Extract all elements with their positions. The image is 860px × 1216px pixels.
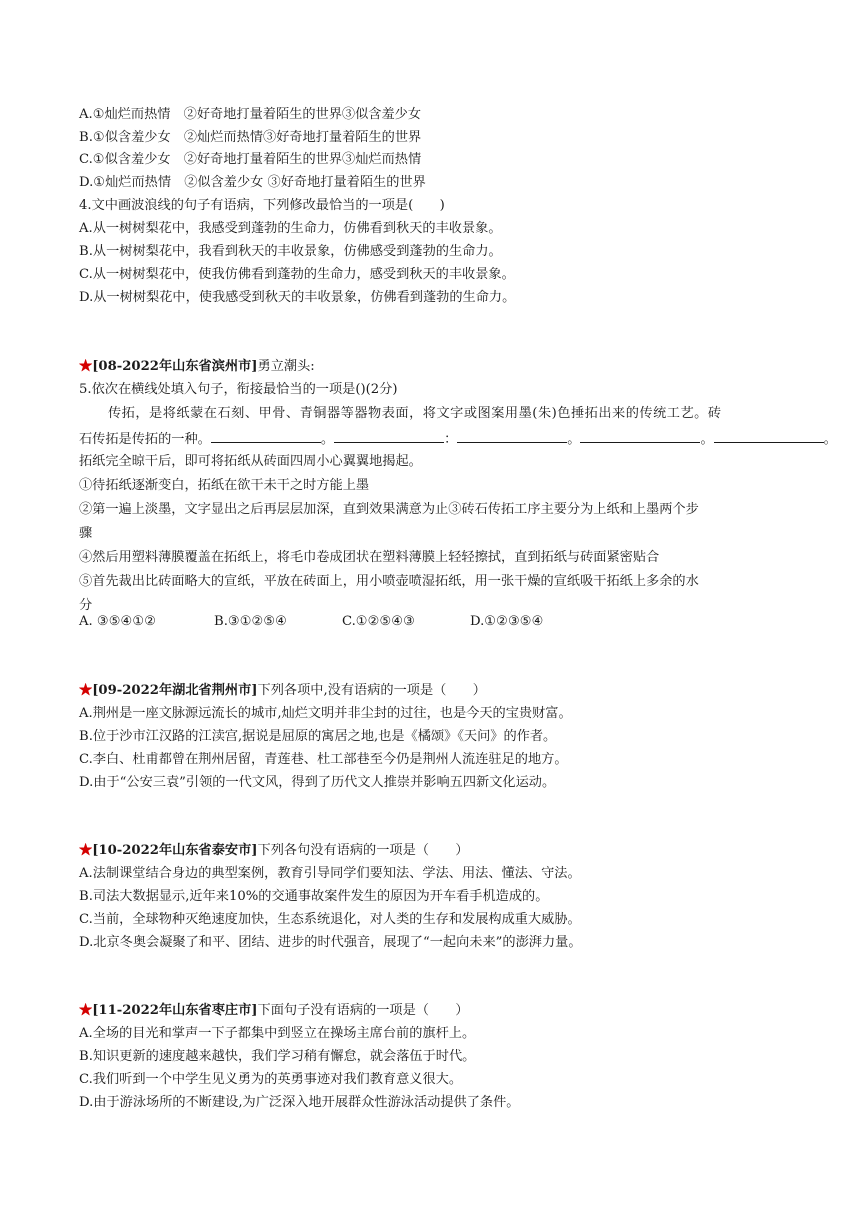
q9-stem: 下列各项中,没有语病的一项是（ ） — [257, 683, 486, 698]
q4-option-d: D.从一树树梨花中，使我感受到秋天的丰收景象，仿佛看到蓬勃的生命力。 — [79, 290, 516, 305]
q10-header — [79, 841, 469, 861]
star-icon: ★ — [79, 843, 93, 858]
q4-option-b: B.从一树树梨花中，我看到秋天的丰收景象，仿佛感受到蓬勃的生命力。 — [79, 244, 502, 259]
q5-paragraph-line3: 拓纸完全晾干后，即可将拓纸从砖面四周小心翼翼地揭起。 — [79, 454, 422, 469]
q5-item-2-3: ②第一遍上淡墨，文字显出之后再层层加深，直到效果满意为止③砖石传拓工序主要分为上纸和上墨两个步 — [79, 502, 699, 517]
q4-stem: 4.文中画波浪线的句子有语病，下列修改最恰当的一项是( ) — [79, 198, 445, 213]
punctuation: 。 — [320, 432, 335, 447]
q9-option-b: B.位于沙市江汉路的江渎宫,据说是屈原的寓居之地,也是《橘颂》《天问》的作者。 — [79, 729, 557, 744]
q5-item-3-cont: 骤 — [79, 526, 93, 541]
q5-item-1: ①待拓纸逐渐变白，拓纸在欲干未干之时方能上墨 — [79, 478, 370, 493]
q11-stem: 下面句子没有语病的一项是（ ） — [257, 1003, 469, 1018]
q9-tag: [09-2022年湖北省荆州市] — [92, 683, 258, 698]
q3-option-b: B.①似含羞少女 ②灿烂而热情③好奇地打量着陌生的世界 — [79, 130, 422, 145]
q9-option-d: D.由于“公安三袁”引领的一代文风，得到了历代文人推崇并影响五四新文化运动。 — [79, 775, 556, 790]
q5-paragraph-text: 石传拓是传拓的一种。 — [79, 432, 211, 447]
q10-option-c: C.当前，全球物种灭绝速度加快，生态系统退化，对人类的生存和发展构成重大威胁。 — [79, 912, 581, 927]
q10-stem: 下列各句没有语病的一项是（ ） — [257, 843, 469, 858]
q9-option-c: C.李白、杜甫都曾在荆州居留，青莲巷、杜工部巷至今仍是荆州人流连驻足的地方。 — [79, 752, 568, 767]
star-icon: ★ — [79, 683, 93, 698]
q5-option-d: D.①②③⑤④ — [470, 614, 544, 629]
q5-paragraph-line1: 传拓，是将纸蒙在石刻、甲骨、青铜器等器物表面，将文字或图案用墨(朱)色捶拓出来的传统工艺。砖 — [108, 406, 722, 421]
punctuation: ： — [444, 432, 458, 447]
q11-option-d: D.由于游泳场所的不断建设,为广泛深入地开展群众性游泳活动提供了条件。 — [79, 1095, 520, 1110]
q9-header — [79, 681, 486, 701]
q5-option-b: B.③①②⑤④ — [214, 614, 287, 629]
q11-option-b: B.知识更新的速度越来越快，我们学习稍有懈怠，就会落伍于时代。 — [79, 1049, 476, 1064]
q5-option-c: C.①②⑤④③ — [342, 614, 415, 629]
q4-option-a: A.从一树树梨花中，我感受到蓬勃的生命力，仿佛看到秋天的丰收景象。 — [79, 221, 502, 236]
q11-header — [79, 1001, 469, 1021]
q5-tag: [08-2022年山东省滨州市] — [92, 359, 258, 374]
q3-option-c: C.①似含羞少女 ②好奇地打量着陌生的世界③灿烂而热情 — [79, 152, 422, 167]
answer-blank-5 — [714, 428, 824, 443]
q11-tag: [11-2022年山东省枣庄市] — [92, 1003, 258, 1018]
q5-item-4: ④然后用塑料薄膜覆盖在拓纸上，将毛巾卷成团状在塑料薄膜上轻轻擦拭，直到拓纸与砖面紧密贴合 — [79, 550, 660, 565]
punctuation: 。 — [823, 432, 837, 447]
q5-item-5: ⑤首先裁出比砖面略大的宣纸，平放在砖面上，用小喷壶喷湿拓纸，用一张干燥的宣纸吸干拓纸上多余的水 — [79, 574, 699, 589]
q5-header — [79, 357, 315, 377]
q10-option-d: D.北京冬奥会凝聚了和平、团结、进步的时代强音，展现了“一起向未来”的澎湃力量。 — [79, 935, 582, 950]
q10-tag: [10-2022年山东省泰安市] — [92, 843, 258, 858]
star-icon: ★ — [79, 1003, 93, 1018]
star-icon: ★ — [79, 359, 93, 374]
q10-option-a: A.法制课堂结合身边的典型案例，教育引导同学们要知法、学法、用法、懂法、守法。 — [79, 866, 581, 881]
q5-title: 勇立潮头: — [257, 359, 315, 374]
q11-option-c: C.我们听到一个中学生见义勇为的英勇事迹对我们教育意义很大。 — [79, 1072, 463, 1087]
answer-blank-3 — [457, 428, 567, 443]
q5-stem: 5.依次在横线处填入句子，衔接最恰当的一项是()(2分) — [79, 382, 398, 397]
answer-blank-1 — [211, 428, 321, 443]
q10-option-b: B.司法大数据显示,近年来10%的交通事故案件发生的原因为开车看手机造成的。 — [79, 889, 549, 904]
q5-paragraph-line2 — [79, 428, 837, 450]
punctuation: 。 — [700, 432, 714, 447]
answer-blank-4 — [580, 428, 700, 443]
punctuation: 。 — [567, 432, 581, 447]
answer-blank-2 — [334, 428, 444, 443]
q4-option-c: C.从一树树梨花中，使我仿佛看到蓬勃的生命力，感受到秋天的丰收景象。 — [79, 267, 515, 282]
q11-option-a: A.全场的目光和掌声一下子都集中到竖立在操场主席台前的旗杆上。 — [79, 1026, 476, 1041]
q5-item-5-cont: 分 — [79, 598, 93, 613]
q9-option-a: A.荆州是一座文脉源远流长的城市,灿烂文明并非尘封的过往，也是今天的宝贵财富。 — [79, 706, 572, 721]
q3-option-a: A.①灿烂而热情 ②好奇地打量着陌生的世界③似含羞少女 — [79, 107, 422, 122]
q5-option-a: A. ③⑤④①② — [79, 614, 157, 629]
q5-options — [79, 612, 543, 632]
q3-option-d: D.①灿烂而热情 ②似含羞少女 ③好奇地打量着陌生的世界 — [79, 175, 426, 190]
